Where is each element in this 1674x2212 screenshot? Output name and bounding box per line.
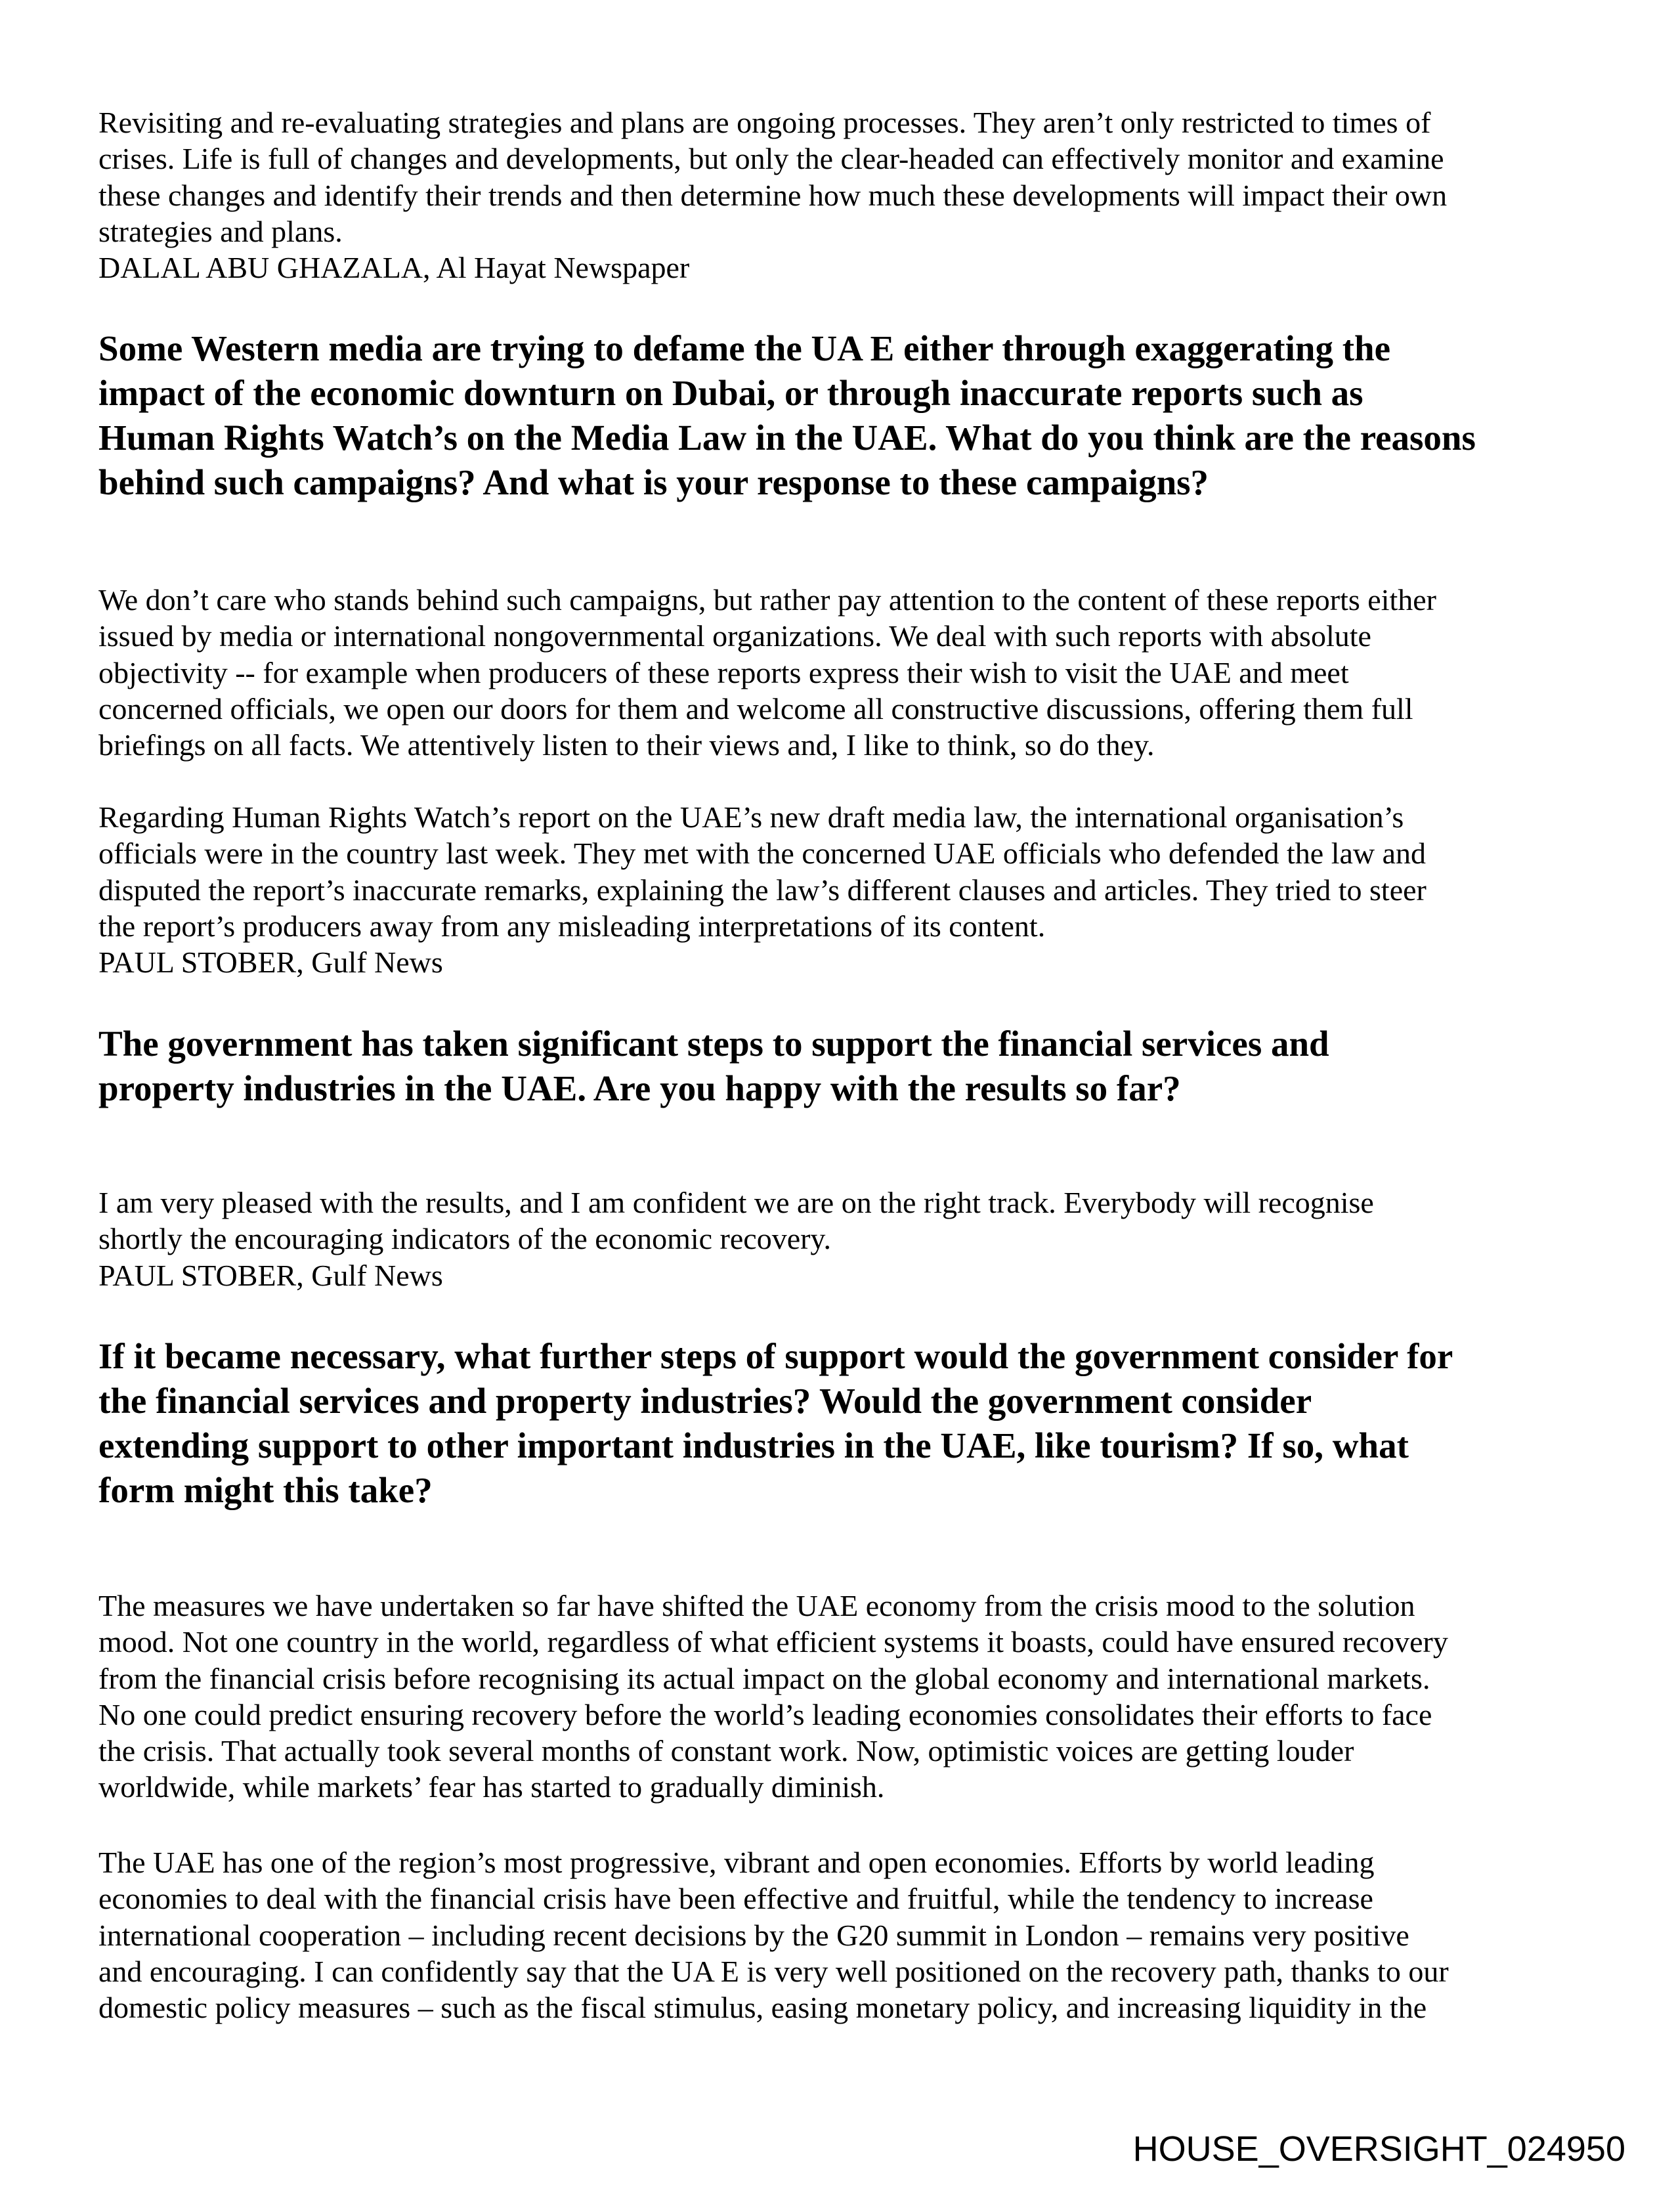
text-line: The measures we have undertaken so far have shifted the UAE economy from the crisis mood to the solution [98, 1589, 1415, 1622]
text-line: shortly the encouraging indicators of the economic recovery. [98, 1222, 831, 1256]
text-line: officials were in the country last week. They met with the concerned UAE officials who defended the law and [98, 836, 1427, 871]
text-line: extending support to other important industries in the UAE, like tourism? If so, what [98, 1425, 1409, 1465]
text-line: disputed the report’s inaccurate remarks, explaining the law’s different clauses and articles. They tried to steer [98, 873, 1427, 907]
answer-paragraph [98, 582, 1436, 763]
text-line: the crisis. That actually took several months of constant work. Now, optimistic voices are getting louder [98, 1734, 1354, 1768]
text-line: PAUL STOBER, Gulf News [98, 1258, 443, 1292]
text-line: We don’t care who stands behind such campaigns, but rather pay attention to the content of these reports either [98, 583, 1436, 617]
text-line: The UAE has one of the region’s most progressive, vibrant and open economies. Efforts by world leading [98, 1846, 1375, 1879]
text-line: crises. Life is full of changes and developments, but only the clear-headed can effectively monitor and examine [98, 142, 1444, 176]
text-line: mood. Not one country in the world, regardless of what efficient systems it boasts, could have ensured recovery [98, 1625, 1448, 1659]
interview-question [98, 1022, 1329, 1111]
text-line: I am very pleased with the results, and I am confident we are on the right track. Everybody will recognise [98, 1186, 1374, 1219]
text-line: The government has taken significant steps to support the financial services and [98, 1024, 1329, 1064]
text-line: worldwide, while markets’ fear has started to gradually diminish. [98, 1770, 885, 1804]
text-line: Regarding Human Rights Watch’s report on the UAE’s new draft media law, the international organisation’s [98, 800, 1404, 834]
text-line: DALAL ABU GHAZALA, Al Hayat Newspaper [98, 251, 690, 285]
answer-paragraph [98, 799, 1427, 980]
text-line: No one could predict ensuring recovery before the world’s leading economies consolidates their efforts to face [98, 1697, 1432, 1731]
answer-paragraph [98, 104, 1447, 286]
bates-number: HOUSE_OVERSIGHT_024950 [1132, 2129, 1625, 2169]
text-line: form might this take? [98, 1470, 433, 1510]
answer-paragraph [98, 1844, 1449, 2026]
interview-question [98, 326, 1476, 505]
text-line: objectivity -- for example when producers of these reports express their wish to visit the UAE and meet [98, 655, 1349, 689]
text-line: the financial services and property industries? Would the government consider [98, 1381, 1312, 1421]
text-line: the report’s producers away from any misleading interpretations of its content. [98, 909, 1046, 943]
interview-question [98, 1334, 1453, 1513]
text-line: concerned officials, we open our doors for them and welcome all constructive discussions, offering them full [98, 691, 1413, 726]
text-line: domestic policy measures – such as the fiscal stimulus, easing monetary policy, and increasing liquidity in the [98, 1991, 1427, 2025]
text-line: strategies and plans. [98, 214, 343, 248]
text-line: briefings on all facts. We attentively listen to their views and, I like to think, so do they. [98, 728, 1155, 762]
text-line: these changes and identify their trends and then determine how much these developments will impact their own [98, 178, 1448, 212]
text-line: economies to deal with the financial crisis have been effective and fruitful, while the tendency to increase [98, 1882, 1373, 1916]
text-line: PAUL STOBER, Gulf News [98, 945, 443, 980]
answer-paragraph [98, 1588, 1448, 1806]
text-line: international cooperation – including recent decisions by the G20 summit in London – remains very positive [98, 1918, 1409, 1952]
answer-paragraph [98, 1184, 1374, 1293]
text-line: property industries in the UAE. Are you happy with the results so far? [98, 1068, 1181, 1108]
text-line: behind such campaigns? And what is your response to these campaigns? [98, 462, 1209, 502]
text-line: Human Rights Watch’s on the Media Law in the UAE. What do you think are the reasons [98, 418, 1476, 458]
text-line: Some Western media are trying to defame the UA E either through exaggerating the [98, 328, 1391, 368]
text-line: If it became necessary, what further steps of support would the government consider for [98, 1336, 1453, 1376]
text-line: Revisiting and re-evaluating strategies and plans are ongoing processes. They aren’t only restricted to times of [98, 106, 1431, 139]
text-line: and encouraging. I can confidently say that the UA E is very well positioned on the recovery path, thanks to our [98, 1954, 1449, 1988]
text-line: from the financial crisis before recognising its actual impact on the global economy and international markets. [98, 1661, 1430, 1695]
text-line: impact of the economic downturn on Dubai, or through inaccurate reports such as [98, 373, 1363, 413]
text-line: issued by media or international nongovernmental organizations. We deal with such reports with absolute [98, 619, 1371, 653]
